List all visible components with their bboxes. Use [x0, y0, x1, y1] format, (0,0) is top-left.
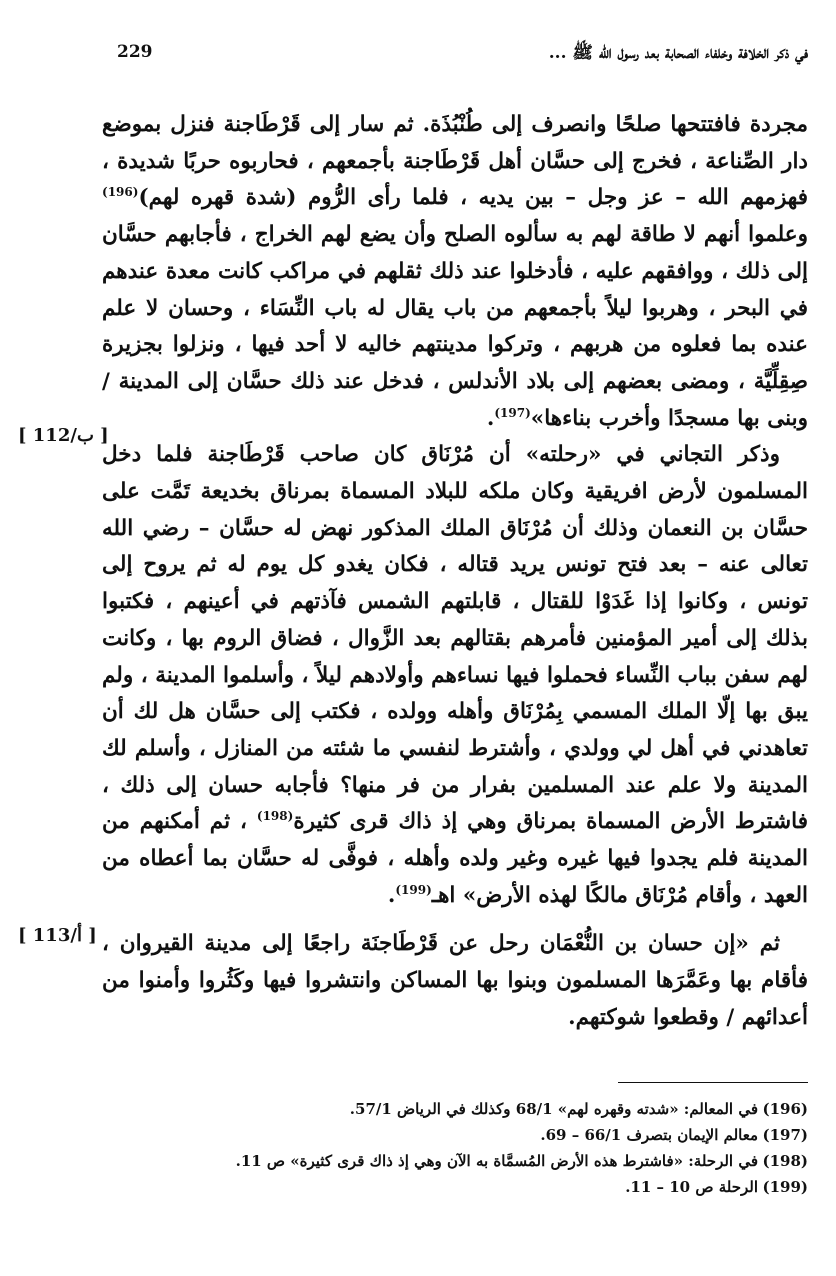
footnote-number: (199)	[762, 1178, 808, 1196]
footnote-divider	[618, 1082, 808, 1083]
footnote-number: (198)	[762, 1152, 808, 1170]
main-text	[102, 107, 808, 1037]
paragraph-3	[102, 926, 808, 1036]
footnote-text: معالم الإيمان بتصرف 66/1 – 69.	[540, 1126, 758, 1144]
paragraph-text: .	[486, 405, 495, 431]
footnote-198	[102, 1148, 808, 1174]
footnote-197	[102, 1122, 808, 1148]
folio-marker: [ 112/ب ]	[18, 425, 109, 446]
paragraph-text: مجردة فافتتحها صلحًا وانصرف إلى طُنْبُذَة. ثم سار إلى قَرْطَاجنة فنزل بموضع دار الصِّناعة ، فخرج إلى حسَّان أهل قَرْطَاجنة بأجمعهم ، فحاربوه حربًا شديدة ، فهزمهم الله – عز وجل – بين يديه ، فلما رأى الرُّوم (شدة قهره لهم)	[102, 112, 808, 211]
footnote-ref-198[interactable]: (198)	[256, 809, 294, 824]
paragraph-text: وذكر التجاني في «رحلته» أن مُرْنَاق كان صاحب قَرْطَاجنة فلما دخل المسلمون لأرض افريقية وكان ملكه للبلاد المسماة بمرناق بخديعة تَمَّت على حسَّان بن النعمان وذلك أن مُرْنَاق الملك المذكور نهض له حسَّان – رضي الله تعالى عنه – بعد فتح تونس يريد قتاله ، فكان يغدو كل يوم له ثم يروح إلى تونس ، وكانوا إذا غَدَوْا للقتال ، قابلتهم الشمس فآذتهم في أعينهم ، فكتبوا بذلك إلى أمير المؤمنين فأمرهم بقتالهم بعد الزَّوال ، فضاق الروم بها ، وكانت لهم سفن بباب النِّساء فحملوا فيها نساءهم وأولادهم ليلاً ، وأسلموا المدينة ، ولم يبق بها إلّا الملك المسمي بِمُرْنَاق وأهله وولده ، فكتب إلى حسَّان هل لك أن تعاهدني في أهل لي وولدي ، وأشترط لنفسي ما شئته من المنازل ، وأسلم لك المدينة ولا علم عند المسلمين بفرار من فر منها؟ فأجابه حسان إلى ذلك ، فاشترط الأرض المسماة بمرناق وهي إذ ذاك قرى كثيرة	[102, 442, 808, 835]
footnote-text: في الرحلة: «فاشترط هذه الأرض المُسمَّاة به الآن وهي إذ ذاك قرى كثيرة» ص 11.	[235, 1152, 758, 1170]
footnote-text: في المعالم: «شدته وقهره لهم» 68/1 وكذلك في الرياض 57/1.	[349, 1100, 758, 1118]
footnote-199	[102, 1174, 808, 1200]
footnote-ref-196[interactable]: (196)	[102, 185, 139, 200]
running-title: في ذكر الخلافة وخلفاء الصحابة بعد رسول الله ﷺ ...	[548, 43, 808, 63]
page-header	[105, 42, 808, 74]
paragraph-text: وعلموا أنهم لا طاقة لهم به سألوه الصلح وأن يضع لهم الخراج ، فأجابهم حسَّان إلى ذلك ، ووافقهم عليه ، فأدخلوا عند ذلك ثقلهم في مراكب كانت معدة عندهم في البحر ، وهربوا ليلاً بأجمعهم من باب يقال له باب النِّسَاء ، وحسان لا علم عنده بما فعلوه من هربهم ، وتركوا مدينتهم خاليه لا أحد فيها ، ونزلوا بجزيرة صِقِلِّيَّة ، ومضى بعضهم إلى بلاد الأندلس ، فدخل عند ذلك حسَّان إلى المدينة / وبنى بها مسجدًا وأخرب بناءها»	[102, 222, 808, 431]
paragraph-1	[102, 107, 808, 437]
footnotes	[102, 1096, 808, 1200]
folio-marker: [ 113/أ ]	[18, 925, 97, 946]
footnote-ref-199[interactable]: (199)	[395, 882, 432, 897]
page-number: 229	[117, 42, 153, 62]
footnote-number: (196)	[762, 1100, 808, 1118]
footnote-text: الرحلة ص 10 – 11.	[625, 1178, 758, 1196]
paragraph-text: .	[387, 882, 396, 908]
footnote-ref-197[interactable]: (197)	[494, 405, 531, 420]
paragraph-text: ، ثم أمكنهم من المدينة فلم يجدوا فيها غيره وغير ولده وأهله ، فوفَّى له حسَّان بما أعطاه من العهد ، وأقام مُرْنَاق مالكًا لهذه الأرض» اهـ	[102, 809, 808, 908]
paragraph-2	[102, 437, 808, 914]
paragraph-text: ثم «إن حسان بن النُّعْمَان رحل عن قَرْطَاجنَة راجعًا إلى مدينة القيروان ، فأقام بها وعَمَّرَها المسلمون وبنوا بها المساكن وانتشروا فيها وكَثُروا وأمنوا من أعدائهم / وقطعوا شوكتهم.	[102, 931, 808, 1030]
footnote-number: (197)	[762, 1126, 808, 1144]
footnote-196	[102, 1096, 808, 1122]
